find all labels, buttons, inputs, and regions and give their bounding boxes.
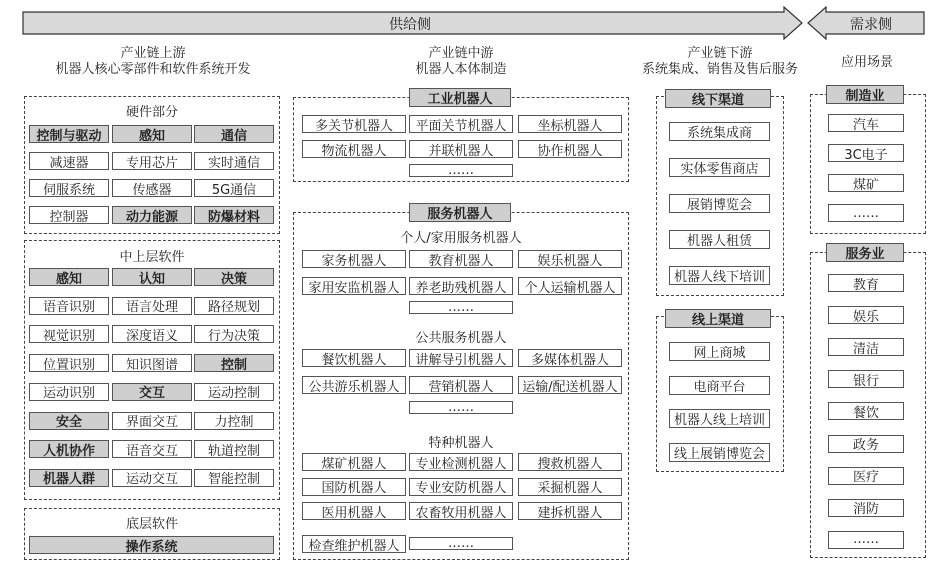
software-cell: 控制: [194, 354, 274, 372]
software-cell: 界面交互: [112, 412, 192, 430]
manufacturing-item: 汽车: [828, 114, 904, 132]
hardware-cell: 通信: [194, 125, 274, 143]
software-cell: 安全: [29, 412, 109, 430]
hardware-title: 硬件部分: [125, 105, 178, 120]
software-cell: 人机协作: [29, 440, 109, 458]
operating-system-cell: 操作系统: [29, 536, 274, 554]
service-robot-tag: 服务机器人: [409, 203, 511, 222]
software-cell: 视觉识别: [29, 325, 109, 343]
software-cell: 力控制: [194, 412, 274, 430]
special-robot-cell: 农畜牧用机器人: [409, 502, 513, 520]
service-industry-item: 教育: [828, 274, 904, 292]
upstream-header: [22, 46, 284, 78]
public-robot-cell: 多媒体机器人: [518, 349, 622, 367]
software-cell: 运动识别: [29, 383, 109, 401]
software-cell: 决策: [194, 268, 274, 286]
hardware-cell: 控制与驱动: [29, 125, 109, 143]
software-cell: 语音识别: [29, 297, 109, 315]
software-cell: 路径规划: [194, 297, 274, 315]
offline-channel-item: 机器人线下培训: [669, 266, 770, 285]
personal-robot-cell: 个人运输机器人: [518, 277, 622, 295]
hardware-cell: 防爆材料: [194, 206, 274, 224]
manufacturing-item: ……: [828, 204, 904, 222]
service-industry-item: 娱乐: [828, 306, 904, 324]
special-robot-cell: 医用机器人: [302, 502, 406, 520]
online-channel-tag: 线上渠道: [665, 309, 771, 328]
hardware-cell: 减速器: [29, 152, 109, 170]
hardware-cell: 传感器: [112, 179, 192, 197]
special-robot-cell: 煤矿机器人: [302, 453, 406, 471]
service-industry-tag: 服务业: [826, 243, 904, 262]
service-industry-item: 消防: [828, 499, 904, 517]
upstream-subtitle: 机器人核心零部件和软件系统开发: [55, 62, 251, 77]
offline-channel-item: 展销博览会: [669, 194, 770, 213]
downstream-header: [628, 46, 812, 78]
manufacturing-item: 3C电子: [828, 144, 904, 162]
public-robot-cell: 讲解导引机器人: [409, 349, 513, 367]
demand-side-label: 需求侧: [850, 17, 892, 33]
software-cell: 交互: [112, 383, 192, 401]
special-robot-title: 特种机器人: [428, 436, 494, 451]
software-cell: 机器人群: [29, 469, 109, 487]
special-robot-cell: 搜救机器人: [518, 453, 622, 471]
offline-channel-tag: 线下渠道: [665, 89, 771, 108]
industrial-robot-cell: 平面关节机器人: [409, 115, 513, 133]
industrial-robot-cell: 坐标机器人: [518, 115, 622, 133]
online-channel-item: 机器人线上培训: [669, 409, 770, 428]
public-robot-cell: 公共游乐机器人: [302, 376, 406, 394]
personal-robot-cell: 家用安监机器人: [302, 277, 406, 295]
hardware-cell: 实时通信: [194, 152, 274, 170]
special-robot-cell: 建拆机器人: [518, 502, 622, 520]
software-cell: 位置识别: [29, 354, 109, 372]
public-robot-cell: 营销机器人: [409, 376, 513, 394]
manufacturing-tag: 制造业: [826, 85, 904, 104]
software-cell: 深度语义: [112, 325, 192, 343]
software-cell: 语音交互: [112, 440, 192, 458]
online-channel-item: 线上展销博览会: [669, 443, 770, 462]
midstream-subtitle: 机器人本体制造: [415, 62, 507, 77]
more-cell: ……: [409, 401, 513, 414]
offline-channel-item: 机器人租赁: [669, 230, 770, 249]
personal-service-title: 个人/家用服务机器人: [400, 231, 522, 246]
mid-software-title: 中上层软件: [119, 250, 185, 265]
software-cell: 认知: [112, 268, 192, 286]
software-cell: 语言处理: [112, 297, 192, 315]
personal-robot-cell: 教育机器人: [409, 250, 513, 268]
hardware-cell: 控制器: [29, 206, 109, 224]
hardware-cell: 专用芯片: [112, 152, 192, 170]
software-cell: 行为决策: [194, 325, 274, 343]
hardware-cell: 感知: [112, 125, 192, 143]
industrial-robot-cell: 协作机器人: [518, 140, 622, 158]
software-cell: 轨道控制: [194, 440, 274, 458]
special-robot-cell: 专业检测机器人: [409, 453, 513, 471]
software-cell: 运动交互: [112, 469, 192, 487]
downstream-subtitle: 系统集成、销售及售后服务: [641, 62, 798, 77]
offline-channel-item: 系统集成商: [669, 122, 770, 141]
service-industry-item: 医疗: [828, 467, 904, 485]
software-cell: 运动控制: [194, 383, 274, 401]
public-robot-cell: 运输/配送机器人: [518, 376, 622, 394]
special-robot-cell: 采掘机器人: [518, 478, 622, 496]
online-channel-item: 网上商城: [669, 342, 770, 361]
software-cell: 知识图谱: [112, 354, 192, 372]
midstream-header: [290, 46, 632, 78]
offline-channel-item: 实体零售商店: [669, 158, 770, 177]
service-industry-item: 银行: [828, 370, 904, 388]
industrial-robot-cell: 并联机器人: [409, 140, 513, 158]
more-cell: ……: [409, 164, 513, 177]
hardware-cell: 伺服系统: [29, 179, 109, 197]
more-cell: ……: [409, 301, 513, 314]
application-header: 应用场景: [840, 55, 893, 70]
midstream-title: 产业链中游: [428, 46, 494, 61]
service-industry-item: 政务: [828, 435, 904, 453]
software-cell: 智能控制: [194, 469, 274, 487]
special-robot-cell: 专业安防机器人: [409, 478, 513, 496]
industrial-robot-cell: 多关节机器人: [302, 115, 406, 133]
personal-robot-cell: 养老助残机器人: [409, 277, 513, 295]
industrial-robot-tag: 工业机器人: [409, 88, 511, 107]
hardware-cell: 动力能源: [112, 206, 192, 224]
online-channel-item: 电商平台: [669, 376, 770, 395]
upstream-title: 产业链上游: [120, 46, 186, 61]
manufacturing-item: 煤矿: [828, 174, 904, 192]
service-industry-item: ……: [828, 531, 904, 549]
downstream-title: 产业链下游: [687, 46, 753, 61]
public-service-title: 公共服务机器人: [415, 331, 507, 346]
supply-side-label: 供给侧: [389, 17, 431, 33]
software-cell: 感知: [29, 268, 109, 286]
special-robot-cell: 检查维护机器人: [302, 535, 406, 553]
special-robot-cell: 国防机器人: [302, 478, 406, 496]
service-industry-item: 餐饮: [828, 402, 904, 420]
more-cell: ……: [409, 537, 513, 550]
industrial-robot-cell: 物流机器人: [302, 140, 406, 158]
personal-robot-cell: 家务机器人: [302, 250, 406, 268]
personal-robot-cell: 娱乐机器人: [518, 250, 622, 268]
public-robot-cell: 餐饮机器人: [302, 349, 406, 367]
base-software-title: 底层软件: [125, 517, 178, 532]
service-industry-item: 清洁: [828, 338, 904, 356]
hardware-cell: 5G通信: [194, 179, 274, 197]
